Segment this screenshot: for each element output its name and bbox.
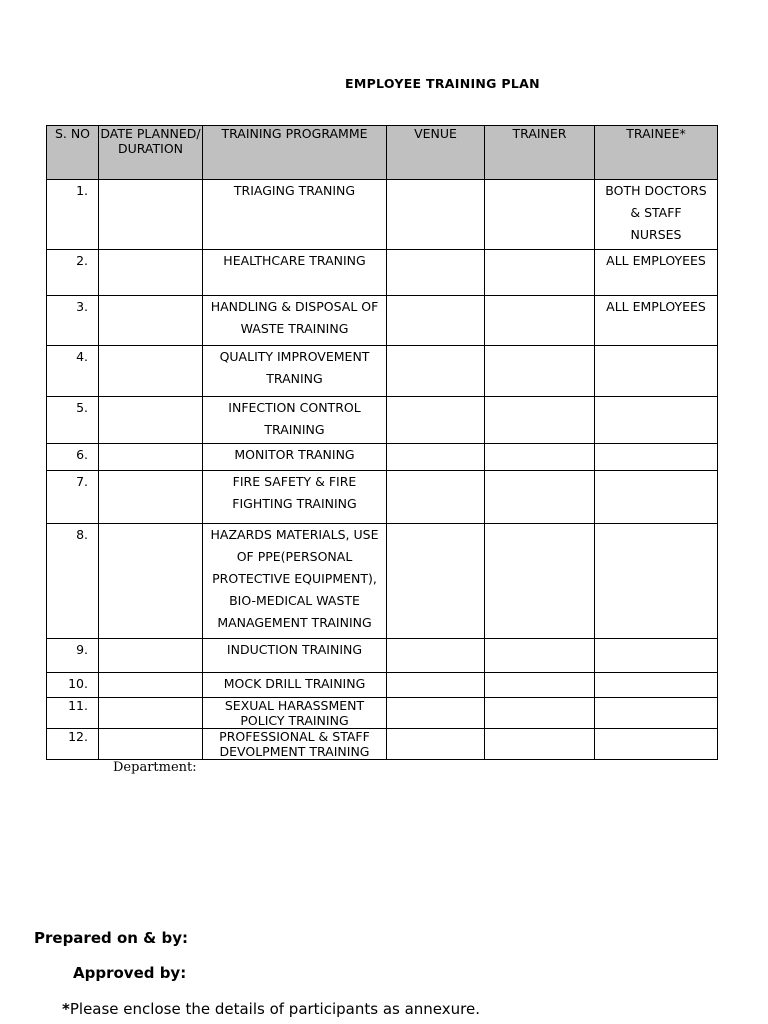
- table-row: [47, 729, 718, 760]
- row-trainee: [595, 729, 718, 760]
- header-sno: S. NO: [47, 126, 99, 180]
- table-row: [47, 180, 718, 250]
- row-venue: [387, 524, 485, 639]
- row-trainer: [485, 250, 595, 296]
- row-trainer: [485, 673, 595, 698]
- table-header-row: [47, 126, 718, 180]
- table-row: [47, 471, 718, 524]
- row-sno: 5.: [47, 397, 99, 444]
- row-trainee: [595, 397, 718, 444]
- header-programme: TRAINING PROGRAMME: [203, 126, 387, 180]
- row-programme: HANDLING & DISPOSAL OF WASTE TRAINING: [203, 296, 387, 346]
- row-sno: 8.: [47, 524, 99, 639]
- row-date: [99, 346, 203, 397]
- row-trainer: [485, 296, 595, 346]
- row-programme: INDUCTION TRAINING: [203, 639, 387, 673]
- row-venue: [387, 444, 485, 471]
- row-trainer: [485, 471, 595, 524]
- row-programme: FIRE SAFETY & FIRE FIGHTING TRAINING: [203, 471, 387, 524]
- row-trainer: [485, 180, 595, 250]
- table-row: [47, 639, 718, 673]
- row-date: [99, 250, 203, 296]
- table-row: [47, 296, 718, 346]
- row-trainee: [595, 524, 718, 639]
- row-trainer: [485, 524, 595, 639]
- row-sno: 7.: [47, 471, 99, 524]
- row-venue: [387, 729, 485, 760]
- row-trainer: [485, 346, 595, 397]
- row-date: [99, 180, 203, 250]
- row-sno: 6.: [47, 444, 99, 471]
- table-row: [47, 673, 718, 698]
- row-programme: MOCK DRILL TRAINING: [203, 673, 387, 698]
- row-trainee: [595, 444, 718, 471]
- row-sno: 1.: [47, 180, 99, 250]
- document-title: EMPLOYEE TRAINING PLAN: [345, 76, 540, 91]
- row-trainee: [595, 698, 718, 729]
- row-programme: TRIAGING TRANING: [203, 180, 387, 250]
- row-sno: 12.: [47, 729, 99, 760]
- row-sno: 4.: [47, 346, 99, 397]
- footnote: [62, 1000, 480, 1018]
- row-trainee: [595, 639, 718, 673]
- footnote-text: Please enclose the details of participants as annexure.: [69, 1000, 480, 1018]
- department-label: Department:: [113, 760, 197, 775]
- row-trainer: [485, 397, 595, 444]
- row-trainee: ALL EMPLOYEES: [595, 250, 718, 296]
- table-row: [47, 444, 718, 471]
- row-programme: INFECTION CONTROL TRAINING: [203, 397, 387, 444]
- row-venue: [387, 397, 485, 444]
- row-date: [99, 673, 203, 698]
- row-sno: 10.: [47, 673, 99, 698]
- row-programme: QUALITY IMPROVEMENT TRANING: [203, 346, 387, 397]
- header-date: DATE PLANNED/ DURATION: [99, 126, 203, 180]
- row-sno: 11.: [47, 698, 99, 729]
- row-venue: [387, 346, 485, 397]
- row-date: [99, 729, 203, 760]
- row-date: [99, 444, 203, 471]
- row-trainee: ALL EMPLOYEES: [595, 296, 718, 346]
- row-trainee: [595, 673, 718, 698]
- row-venue: [387, 639, 485, 673]
- row-programme: HAZARDS MATERIALS, USE OF PPE(PERSONAL PROTECTIVE EQUIPMENT), BIO-MEDICAL WASTE MANAGEMENT TRAINING: [203, 524, 387, 639]
- table-row: [47, 698, 718, 729]
- row-venue: [387, 180, 485, 250]
- row-trainee: [595, 471, 718, 524]
- row-venue: [387, 471, 485, 524]
- row-date: [99, 397, 203, 444]
- row-trainer: [485, 444, 595, 471]
- approved-by-label: Approved by:: [73, 964, 187, 982]
- row-date: [99, 524, 203, 639]
- footnote-asterisk: *: [62, 1000, 70, 1018]
- header-venue: VENUE: [387, 126, 485, 180]
- header-trainer: TRAINER: [485, 126, 595, 180]
- row-venue: [387, 296, 485, 346]
- row-sno: 9.: [47, 639, 99, 673]
- row-sno: 3.: [47, 296, 99, 346]
- table-row: [47, 397, 718, 444]
- row-venue: [387, 673, 485, 698]
- row-trainer: [485, 729, 595, 760]
- row-date: [99, 296, 203, 346]
- row-date: [99, 698, 203, 729]
- prepared-by-label: Prepared on & by:: [34, 929, 188, 947]
- table-row: [47, 346, 718, 397]
- row-trainer: [485, 698, 595, 729]
- row-venue: [387, 698, 485, 729]
- row-programme: HEALTHCARE TRANING: [203, 250, 387, 296]
- row-venue: [387, 250, 485, 296]
- table-row: [47, 250, 718, 296]
- row-date: [99, 639, 203, 673]
- row-trainee: [595, 346, 718, 397]
- row-trainer: [485, 639, 595, 673]
- row-date: [99, 471, 203, 524]
- row-trainee: BOTH DOCTORS & STAFF NURSES: [595, 180, 718, 250]
- training-plan-table: [46, 125, 718, 760]
- row-programme: SEXUAL HARASSMENT POLICY TRAINING: [203, 698, 387, 729]
- table-row: [47, 524, 718, 639]
- row-programme: MONITOR TRANING: [203, 444, 387, 471]
- header-trainee: TRAINEE*: [595, 126, 718, 180]
- row-programme: PROFESSIONAL & STAFF DEVOLPMENT TRAINING: [203, 729, 387, 760]
- row-sno: 2.: [47, 250, 99, 296]
